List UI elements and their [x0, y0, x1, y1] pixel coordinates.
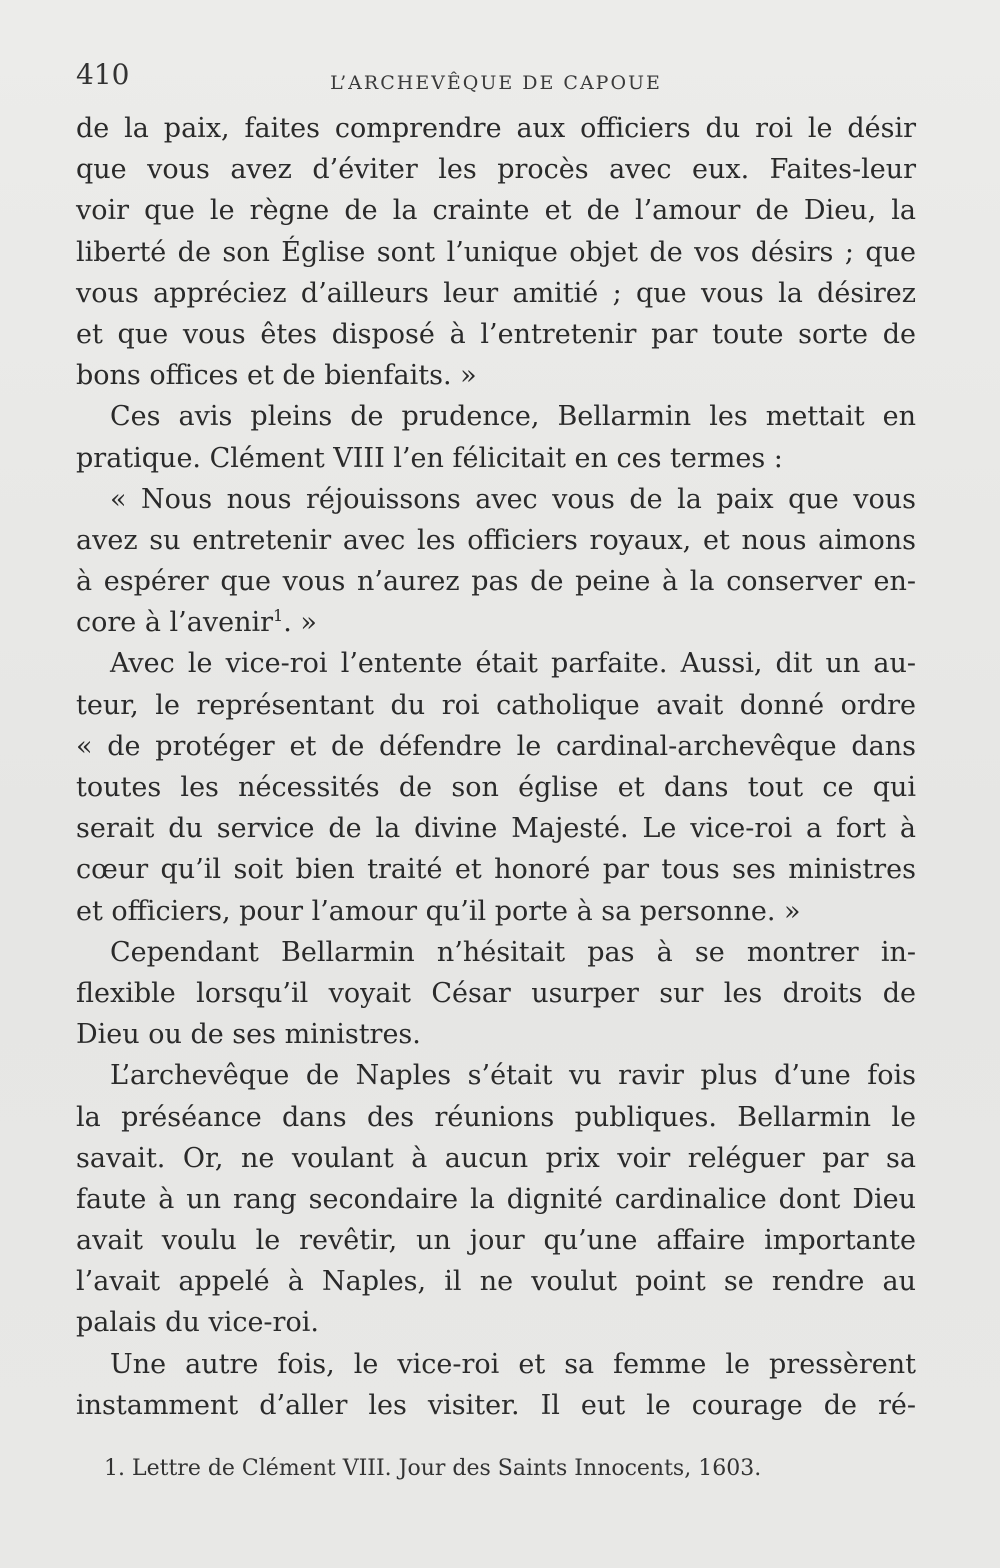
- text-line: Avec le vice-roi l’entente était parfaite. Aussi, dit un au-: [110, 648, 916, 680]
- text-line: bons offices et de bienfaits. »: [76, 360, 477, 392]
- footnote: [104, 1456, 824, 1481]
- paragraph: [76, 1344, 916, 1426]
- text-line: instamment d’aller les visiter. Il eut le courage de ré-: [76, 1389, 916, 1421]
- text-line: « Nous nous réjouissons avec vous de la paix que vous: [110, 483, 916, 515]
- text-line: faute à un rang secondaire la dignité cardinalice dont Dieu: [76, 1183, 916, 1215]
- running-title: L’ARCHEVÊQUE DE CAPOUE: [330, 72, 662, 94]
- text-line: Ces avis pleins de prudence, Bellarmin les mettait en: [110, 401, 916, 433]
- text-line: « de protéger et de défendre le cardinal-archevêque dans: [76, 730, 916, 762]
- text-line: et que vous êtes disposé à l’entretenir par toute sorte de: [76, 318, 916, 350]
- paragraph: [76, 1055, 916, 1343]
- text-line: [76, 602, 916, 643]
- text-line: L’archevêque de Naples s’était vu ravir plus d’une fois: [110, 1060, 916, 1092]
- text-line: avait voulu le revêtir, un jour qu’une affaire importante: [76, 1225, 916, 1257]
- page-header: [76, 58, 916, 98]
- text-line: avez su entretenir avec les officiers royaux, et nous aimons: [76, 524, 916, 556]
- text-line: vous appréciez d’ailleurs leur amitié ; que vous la désirez: [76, 277, 916, 309]
- paragraph: [76, 643, 916, 931]
- paragraph: [76, 932, 916, 1056]
- paragraph: [76, 396, 916, 478]
- text-line: et officiers, pour l’amour qu’il porte à sa personne. »: [76, 895, 801, 927]
- text-line: teur, le représentant du roi catholique avait donné ordre: [76, 689, 916, 721]
- footnote-number: 1.: [104, 1456, 125, 1481]
- text-line: savait. Or, ne voulant à aucun prix voir reléguer par sa: [76, 1142, 916, 1174]
- text-line: palais du vice-roi.: [76, 1307, 319, 1339]
- text-line: cœur qu’il soit bien traité et honoré par tous ses ministres: [76, 854, 916, 886]
- text-line: l’avait appelé à Naples, il ne voulut point se rendre au: [76, 1266, 916, 1298]
- text-line: la préséance dans des réunions publiques. Bellarmin le: [76, 1101, 916, 1133]
- text-line: flexible lorsqu’il voyait César usurper sur les droits de: [76, 977, 916, 1009]
- text-line: Une autre fois, le vice-roi et sa femme le pressèrent: [110, 1348, 916, 1380]
- text-segment: . »: [283, 607, 317, 639]
- text-line: pratique. Clément VIII l’en félicitait en ces termes :: [76, 442, 783, 474]
- text-line: toutes les nécessités de son église et dans tout ce qui: [76, 772, 916, 803]
- text-line: serait du service de la divine Majesté. Le vice-roi a fort à: [76, 813, 916, 845]
- paragraph: [76, 108, 916, 396]
- body-text: [76, 108, 916, 1426]
- paragraph: [76, 479, 916, 644]
- text-line: à espérer que vous n’aurez pas de peine à la conserver en-: [76, 566, 916, 598]
- text-line: liberté de son Église sont l’unique objet de vos désirs ; que: [76, 236, 916, 268]
- page-number: 410: [76, 58, 130, 91]
- text-segment: core à l’avenir: [76, 607, 274, 639]
- text-line: de la paix, faites comprendre aux officiers du roi le désir: [76, 113, 916, 144]
- footnote-text: Lettre de Clément VIII. Jour des Saints Innocents, 1603.: [132, 1456, 762, 1481]
- text-line: que vous avez d’éviter les procès avec eux. Faites-leur: [76, 154, 916, 186]
- text-line: voir que le règne de la crainte et de l’amour de Dieu, la: [76, 195, 916, 227]
- text-line: Cependant Bellarmin n’hésitait pas à se montrer in-: [110, 936, 916, 968]
- text-line: Dieu ou de ses ministres.: [76, 1019, 421, 1051]
- footnote-reference: 1: [273, 606, 284, 626]
